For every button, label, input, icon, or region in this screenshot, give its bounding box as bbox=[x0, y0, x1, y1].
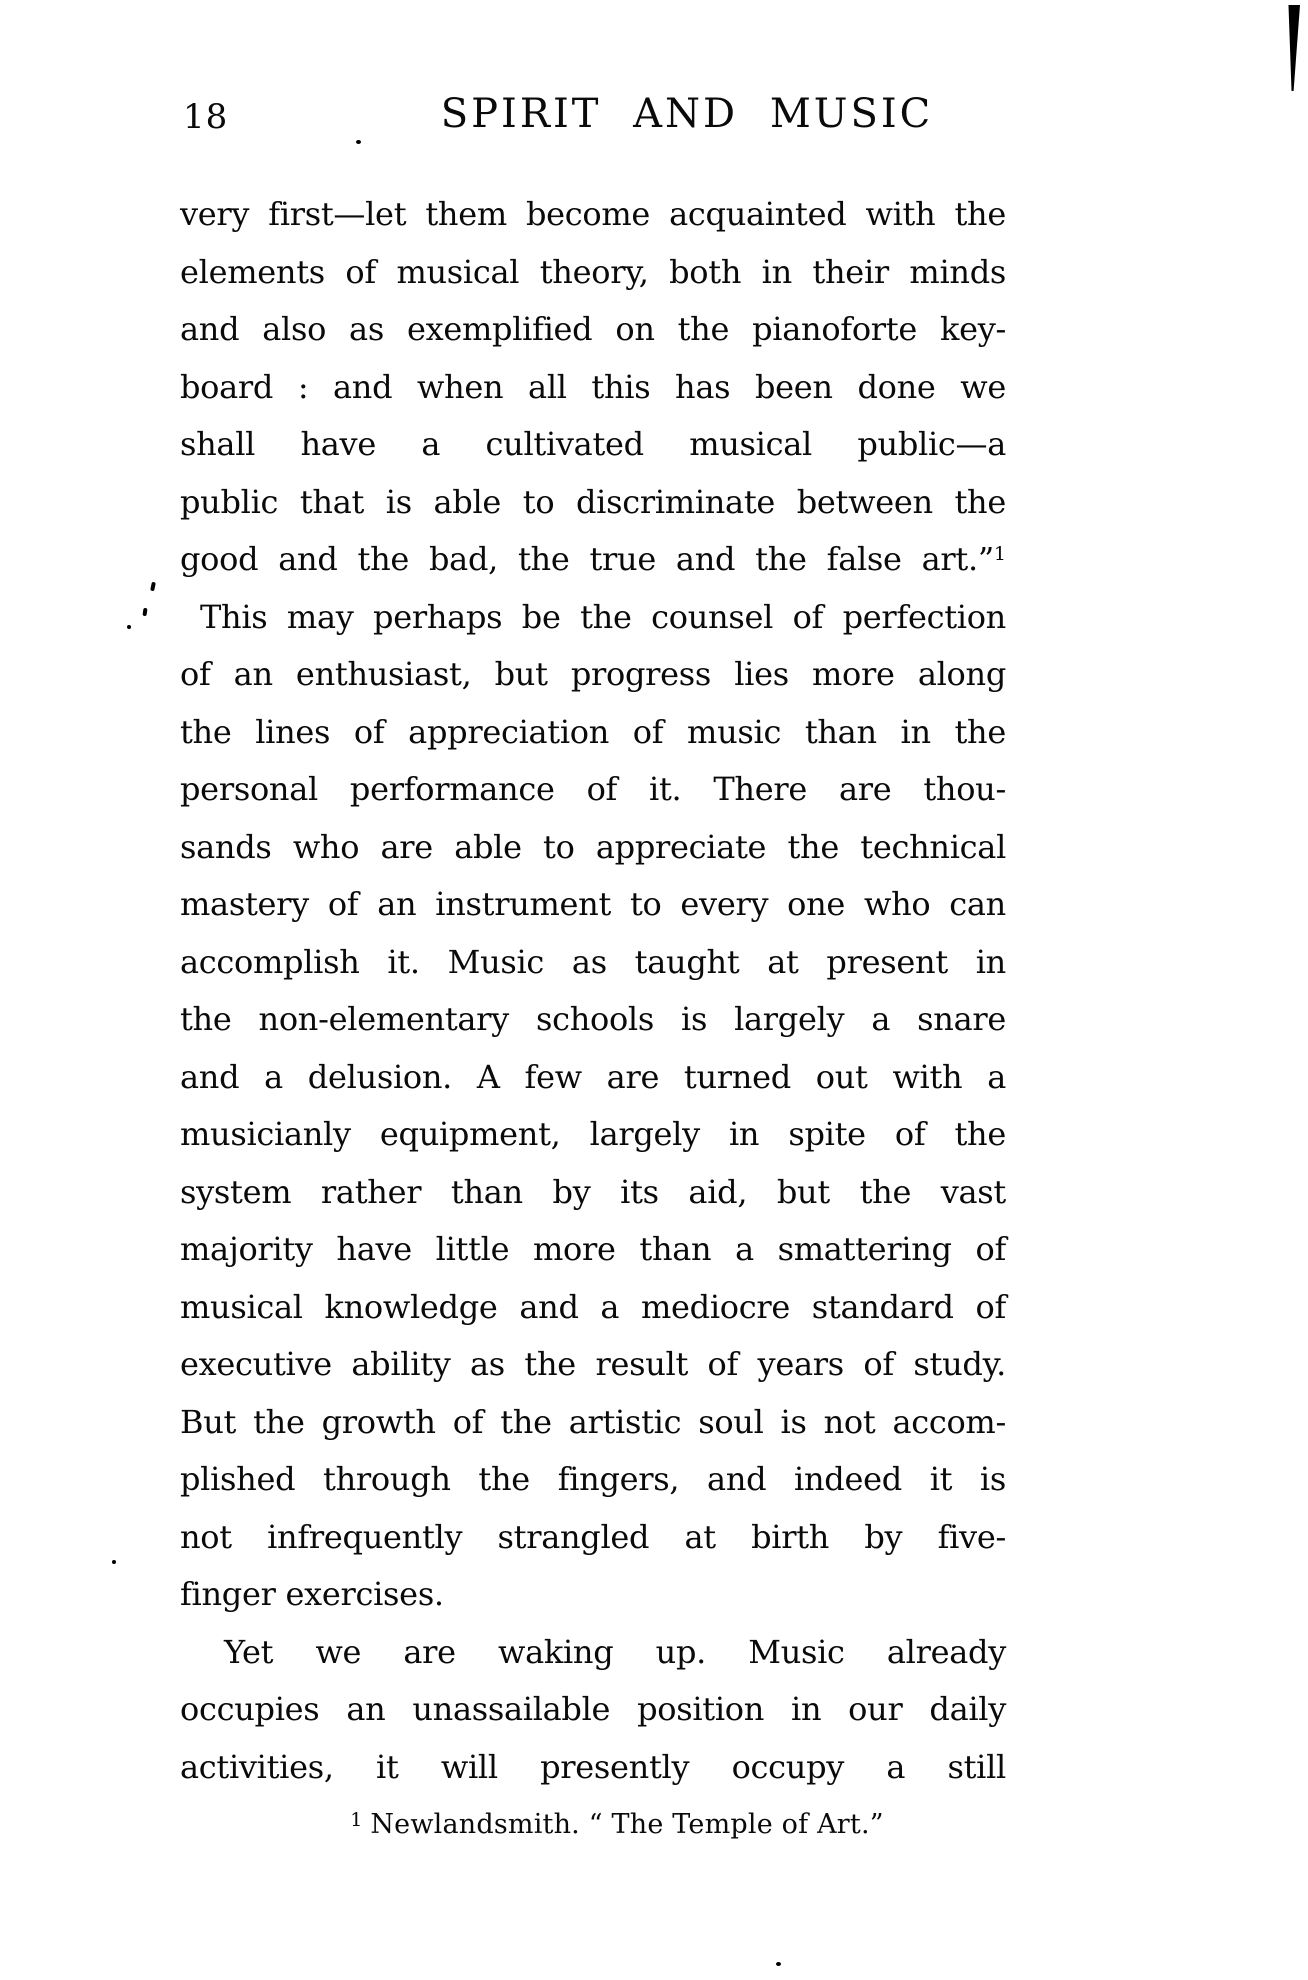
text-line: the non-elementary schools is largely a snare bbox=[180, 1000, 1006, 1038]
text-line: activities, it will presently occupy a still bbox=[180, 1747, 1006, 1786]
text-line: of an enthusiast, but progress lies more along bbox=[180, 655, 1006, 693]
text-line: personal performance of it. There are thou- bbox=[180, 770, 1006, 808]
ink-speck bbox=[127, 625, 131, 629]
text-line: musicianly equipment, largely in spite of the bbox=[180, 1115, 1006, 1153]
text-line: plished through the fingers, and indeed it is bbox=[180, 1460, 1006, 1498]
text-line: mastery of an instrument to every one who can bbox=[180, 885, 1006, 923]
text-line: the lines of appreciation of music than in the bbox=[180, 712, 1006, 751]
text-line: shall have a cultivated musical public—a bbox=[180, 425, 1006, 463]
text-line: executive ability as the result of years of study. bbox=[180, 1345, 1006, 1383]
text-line: public that is able to discriminate between the bbox=[180, 482, 1006, 521]
text-line: elements of musical theory, both in their minds bbox=[180, 252, 1006, 291]
text-line: This may perhaps be the counsel of perfection bbox=[200, 597, 1006, 636]
footnote-reference: 1 bbox=[993, 543, 1006, 565]
text-line: finger exercises. bbox=[180, 1575, 444, 1613]
text-line: sands who are able to appreciate the technical bbox=[180, 827, 1006, 866]
text-line: But the growth of the artistic soul is not accom- bbox=[180, 1402, 1006, 1441]
text-line: very first—let them become acquainted with the bbox=[180, 195, 1006, 233]
text-line: majority have little more than a smattering of bbox=[180, 1230, 1006, 1268]
footnote-marker: 1 bbox=[350, 1809, 363, 1831]
footnote-text: Newlandsmith. “ The Temple of Art.” bbox=[370, 1809, 884, 1840]
page-number: 18 bbox=[183, 97, 229, 137]
body-text bbox=[180, 186, 1006, 1796]
page-header-title: SPIRIT AND MUSIC bbox=[440, 91, 934, 137]
text-line: accomplish it. Music as taught at present in bbox=[180, 942, 1006, 981]
text-line: board : and when all this has been done we bbox=[180, 367, 1006, 406]
scan-artifact-streak bbox=[1284, 5, 1300, 91]
text-line: Yet we are waking up. Music already bbox=[224, 1632, 1006, 1671]
text-line bbox=[180, 531, 1006, 589]
text-line: not infrequently strangled at birth by five- bbox=[180, 1517, 1006, 1556]
ink-speck bbox=[150, 582, 156, 592]
ink-speck bbox=[142, 608, 147, 616]
text-line: system rather than by its aid, but the vast bbox=[180, 1172, 1006, 1211]
text-line: and a delusion. A few are turned out with a bbox=[180, 1057, 1006, 1096]
ink-speck bbox=[112, 1560, 116, 1564]
line-text: good and the bad, the true and the false art.” bbox=[180, 540, 994, 578]
footnote bbox=[180, 1808, 1030, 1842]
ink-speck bbox=[356, 140, 361, 144]
text-line: and also as exemplified on the pianoforte key- bbox=[180, 310, 1006, 348]
text-line: musical knowledge and a mediocre standard of bbox=[180, 1287, 1006, 1326]
text-line: occupies an unassailable position in our daily bbox=[180, 1690, 1006, 1728]
ink-speck bbox=[776, 1962, 781, 1966]
